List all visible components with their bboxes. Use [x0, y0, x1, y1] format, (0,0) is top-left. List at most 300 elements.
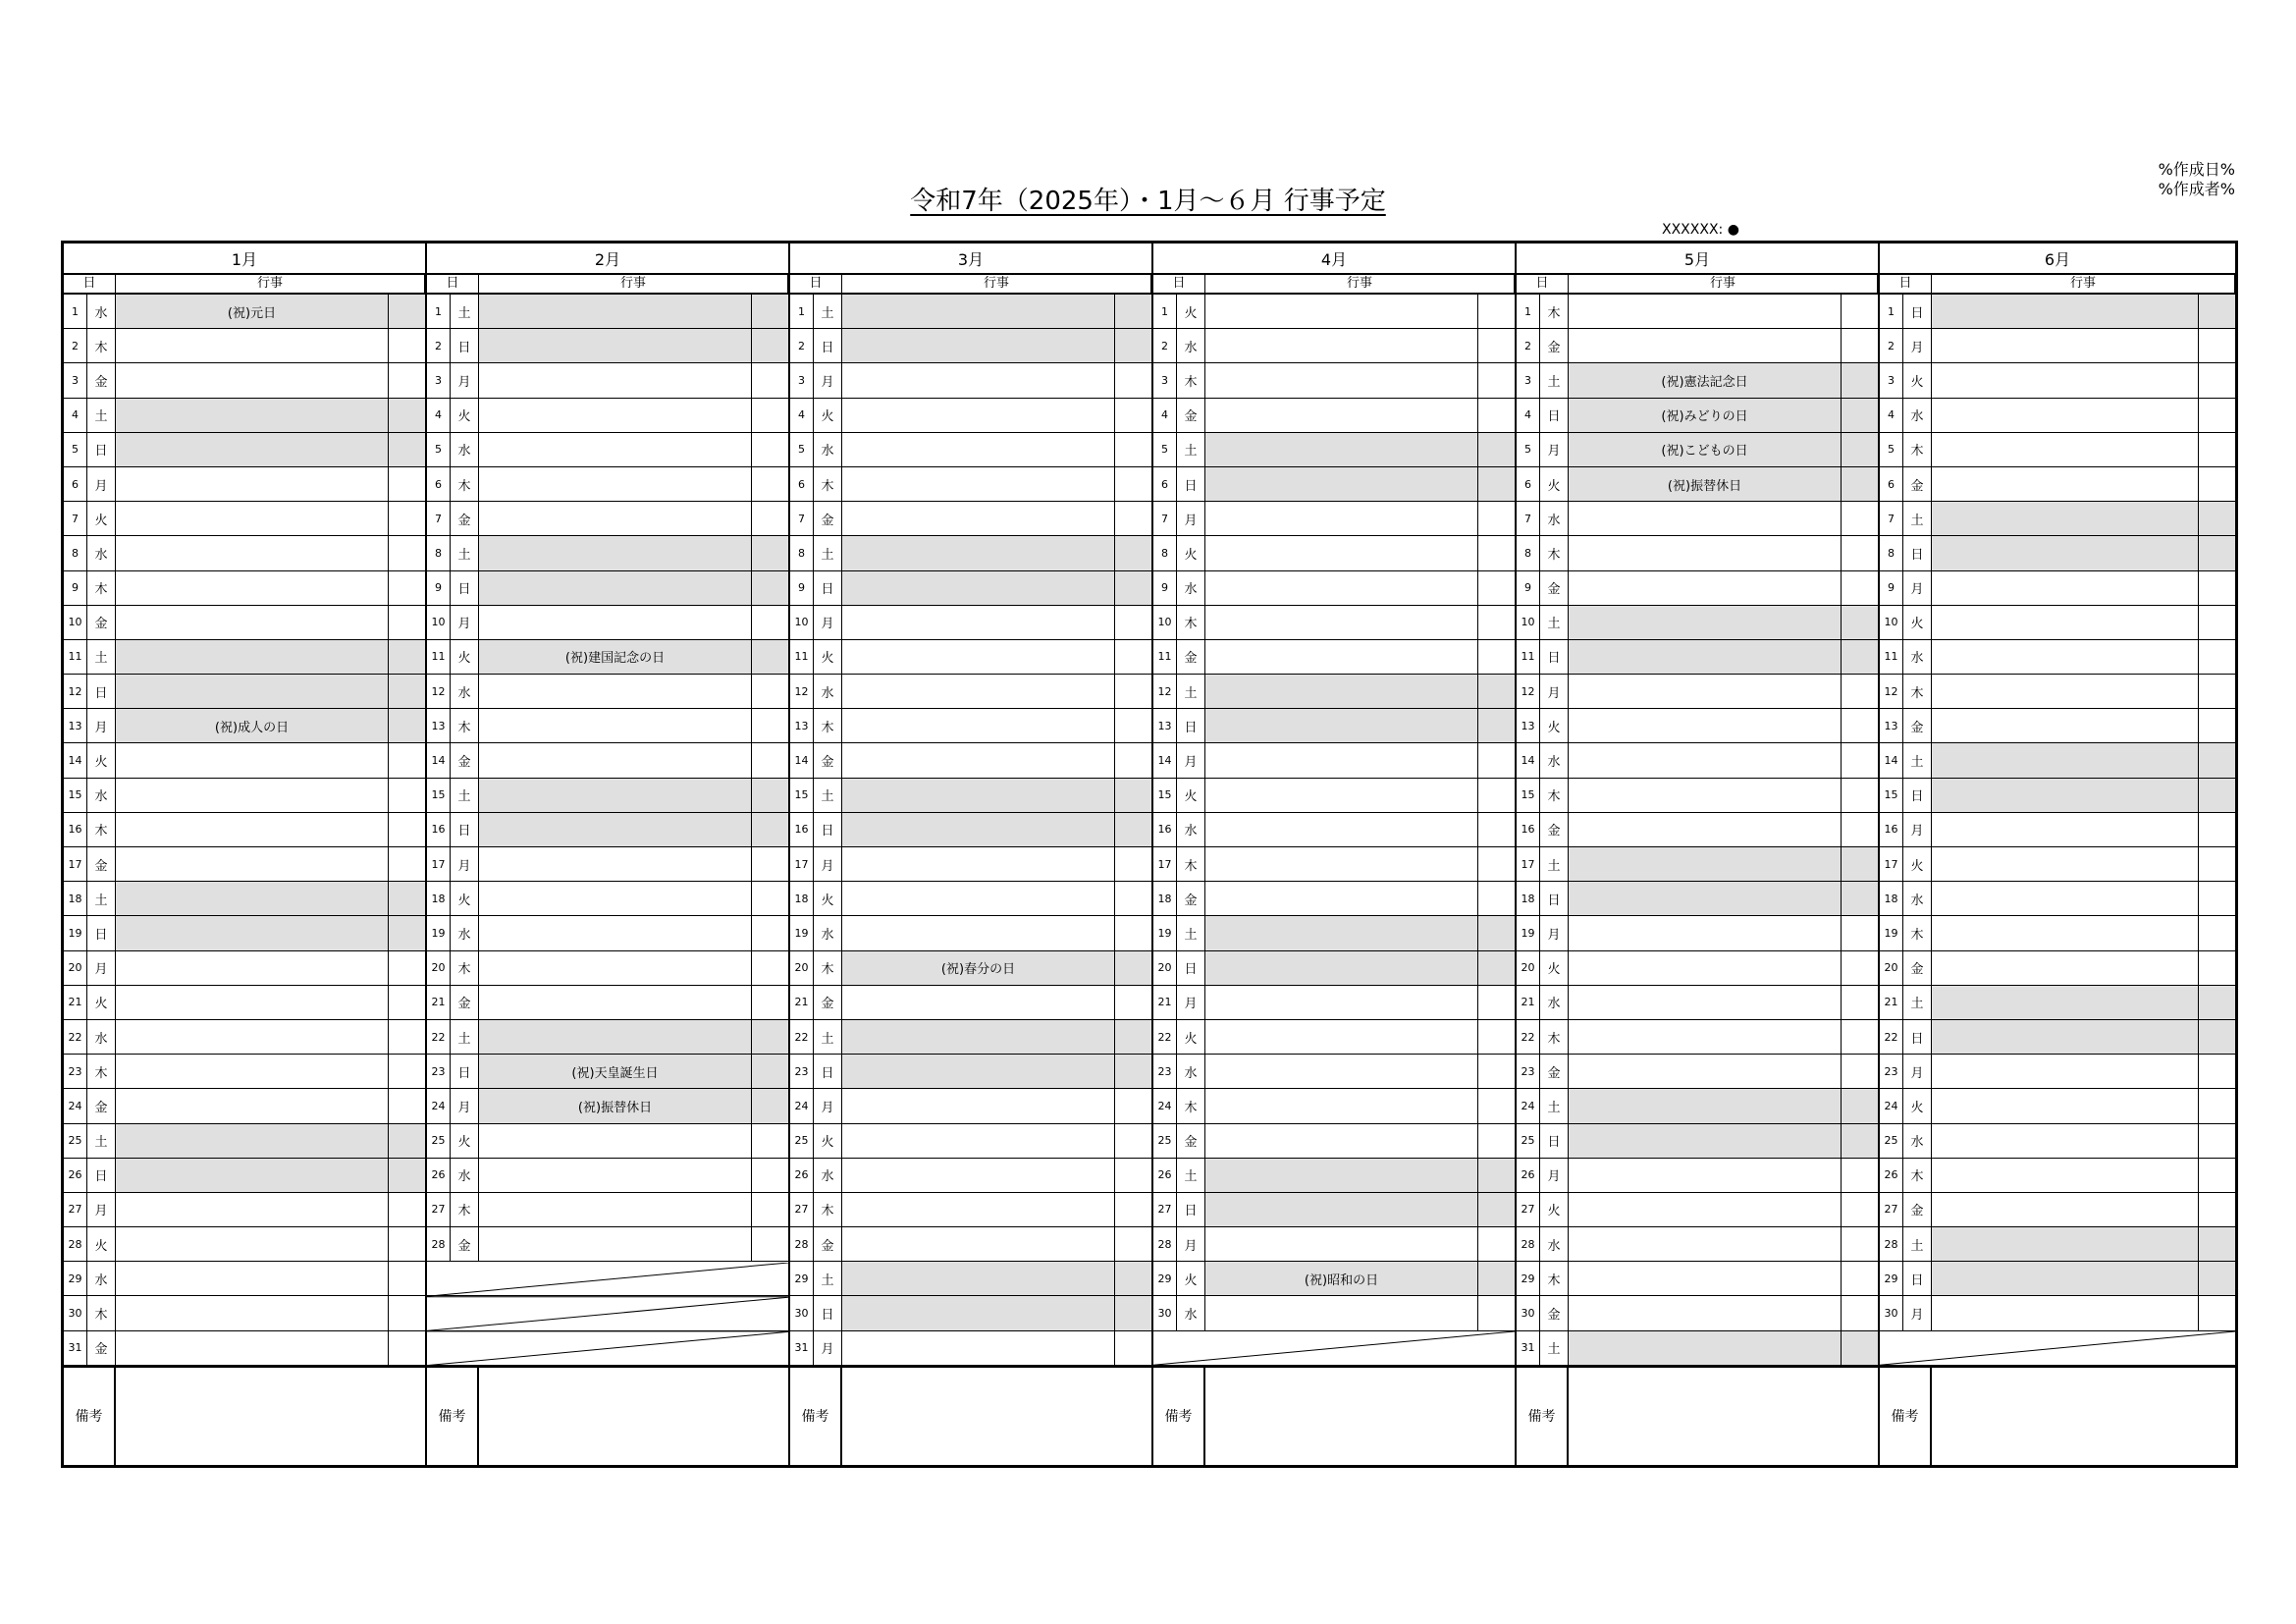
event-cell[interactable] [842, 1089, 1115, 1122]
extra-cell[interactable] [1842, 675, 1878, 708]
event-cell[interactable] [1569, 951, 1842, 985]
extra-cell[interactable] [2199, 1055, 2235, 1088]
event-cell[interactable] [1205, 779, 1478, 812]
event-cell[interactable] [1932, 1089, 2199, 1122]
extra-cell[interactable] [389, 951, 425, 985]
event-cell[interactable]: (祝)みどりの日 [1569, 399, 1842, 432]
extra-cell[interactable] [1115, 502, 1151, 535]
extra-cell[interactable] [1115, 709, 1151, 742]
event-cell[interactable] [479, 536, 752, 569]
event-cell[interactable] [1932, 399, 2199, 432]
event-cell[interactable] [1569, 1262, 1842, 1295]
event-cell[interactable] [1932, 986, 2199, 1019]
event-cell[interactable] [479, 571, 752, 605]
event-cell[interactable] [842, 916, 1115, 949]
event-cell[interactable] [1205, 606, 1478, 639]
event-cell[interactable] [479, 813, 752, 846]
extra-cell[interactable] [1115, 363, 1151, 397]
event-cell[interactable] [1932, 813, 2199, 846]
event-cell[interactable] [1205, 951, 1478, 985]
extra-cell[interactable] [1115, 1124, 1151, 1158]
extra-cell[interactable] [389, 1262, 425, 1295]
extra-cell[interactable] [389, 467, 425, 501]
event-cell[interactable] [479, 1193, 752, 1226]
event-cell[interactable] [1569, 1331, 1842, 1365]
event-cell[interactable] [842, 675, 1115, 708]
event-cell[interactable] [1205, 433, 1478, 466]
extra-cell[interactable] [752, 295, 788, 328]
extra-cell[interactable] [1478, 399, 1515, 432]
event-cell[interactable] [1205, 536, 1478, 569]
event-cell[interactable] [116, 882, 389, 915]
extra-cell[interactable] [389, 399, 425, 432]
extra-cell[interactable] [752, 986, 788, 1019]
extra-cell[interactable] [1478, 363, 1515, 397]
event-cell[interactable] [842, 571, 1115, 605]
extra-cell[interactable] [389, 986, 425, 1019]
event-cell[interactable] [116, 363, 389, 397]
extra-cell[interactable] [2199, 1159, 2235, 1192]
extra-cell[interactable] [389, 916, 425, 949]
event-cell[interactable] [116, 951, 389, 985]
event-cell[interactable] [842, 640, 1115, 674]
event-cell[interactable] [1932, 951, 2199, 985]
event-cell[interactable] [1932, 295, 2199, 328]
extra-cell[interactable] [752, 1193, 788, 1226]
event-cell[interactable] [479, 295, 752, 328]
event-cell[interactable] [842, 882, 1115, 915]
extra-cell[interactable] [1115, 916, 1151, 949]
event-cell[interactable] [116, 743, 389, 777]
event-cell[interactable] [1932, 916, 2199, 949]
extra-cell[interactable] [752, 571, 788, 605]
extra-cell[interactable] [752, 1089, 788, 1122]
extra-cell[interactable] [2199, 363, 2235, 397]
extra-cell[interactable] [389, 779, 425, 812]
event-cell[interactable] [842, 329, 1115, 362]
extra-cell[interactable] [389, 502, 425, 535]
extra-cell[interactable] [752, 467, 788, 501]
event-cell[interactable] [479, 675, 752, 708]
extra-cell[interactable] [1478, 813, 1515, 846]
event-cell[interactable] [1569, 329, 1842, 362]
extra-cell[interactable] [1115, 433, 1151, 466]
extra-cell[interactable] [752, 951, 788, 985]
extra-cell[interactable] [1842, 1262, 1878, 1295]
event-cell[interactable]: (祝)建国記念の日 [479, 640, 752, 674]
extra-cell[interactable] [1478, 847, 1515, 881]
extra-cell[interactable] [1115, 1227, 1151, 1261]
event-cell[interactable] [1932, 1159, 2199, 1192]
event-cell[interactable] [842, 536, 1115, 569]
event-cell[interactable] [842, 743, 1115, 777]
event-cell[interactable] [116, 1296, 389, 1329]
event-cell[interactable] [1569, 743, 1842, 777]
extra-cell[interactable] [1115, 295, 1151, 328]
event-cell[interactable] [1205, 813, 1478, 846]
event-cell[interactable] [842, 295, 1115, 328]
event-cell[interactable] [479, 743, 752, 777]
event-cell[interactable] [116, 1159, 389, 1192]
event-cell[interactable]: (祝)元日 [116, 295, 389, 328]
extra-cell[interactable] [1842, 1159, 1878, 1192]
event-cell[interactable] [842, 813, 1115, 846]
extra-cell[interactable] [2199, 467, 2235, 501]
event-cell[interactable] [1205, 1124, 1478, 1158]
extra-cell[interactable] [1478, 1159, 1515, 1192]
event-cell[interactable] [1932, 1227, 2199, 1261]
event-cell[interactable] [1932, 536, 2199, 569]
extra-cell[interactable] [389, 743, 425, 777]
event-cell[interactable] [1205, 986, 1478, 1019]
event-cell[interactable] [116, 1124, 389, 1158]
event-cell[interactable] [479, 433, 752, 466]
event-cell[interactable] [842, 1262, 1115, 1295]
extra-cell[interactable] [1842, 606, 1878, 639]
event-cell[interactable] [479, 606, 752, 639]
event-cell[interactable] [1569, 571, 1842, 605]
extra-cell[interactable] [752, 536, 788, 569]
extra-cell[interactable] [389, 295, 425, 328]
event-cell[interactable] [1205, 675, 1478, 708]
event-cell[interactable] [1569, 882, 1842, 915]
extra-cell[interactable] [1842, 1089, 1878, 1122]
extra-cell[interactable] [1115, 847, 1151, 881]
event-cell[interactable] [1932, 779, 2199, 812]
extra-cell[interactable] [1478, 1055, 1515, 1088]
extra-cell[interactable] [389, 571, 425, 605]
extra-cell[interactable] [2199, 329, 2235, 362]
extra-cell[interactable] [1842, 502, 1878, 535]
extra-cell[interactable] [389, 536, 425, 569]
extra-cell[interactable] [2199, 1089, 2235, 1122]
extra-cell[interactable] [752, 1055, 788, 1088]
extra-cell[interactable] [1842, 882, 1878, 915]
event-cell[interactable] [116, 399, 389, 432]
event-cell[interactable]: (祝)憲法記念日 [1569, 363, 1842, 397]
extra-cell[interactable] [1842, 399, 1878, 432]
notes-field[interactable] [1205, 1368, 1515, 1465]
extra-cell[interactable] [1478, 1193, 1515, 1226]
extra-cell[interactable] [389, 1089, 425, 1122]
extra-cell[interactable] [1478, 295, 1515, 328]
extra-cell[interactable] [1115, 1262, 1151, 1295]
extra-cell[interactable] [1115, 536, 1151, 569]
extra-cell[interactable] [1478, 882, 1515, 915]
event-cell[interactable] [116, 675, 389, 708]
event-cell[interactable] [479, 779, 752, 812]
extra-cell[interactable] [1115, 986, 1151, 1019]
event-cell[interactable] [1205, 329, 1478, 362]
event-cell[interactable]: (祝)成人の日 [116, 709, 389, 742]
extra-cell[interactable] [1115, 1020, 1151, 1054]
event-cell[interactable] [1569, 640, 1842, 674]
extra-cell[interactable] [1842, 571, 1878, 605]
extra-cell[interactable] [2199, 1227, 2235, 1261]
extra-cell[interactable] [1478, 1296, 1515, 1329]
extra-cell[interactable] [1478, 1020, 1515, 1054]
extra-cell[interactable] [1115, 779, 1151, 812]
extra-cell[interactable] [2199, 433, 2235, 466]
extra-cell[interactable] [1478, 1262, 1515, 1295]
extra-cell[interactable] [1842, 433, 1878, 466]
extra-cell[interactable] [1115, 882, 1151, 915]
extra-cell[interactable] [2199, 813, 2235, 846]
extra-cell[interactable] [1478, 986, 1515, 1019]
extra-cell[interactable] [389, 640, 425, 674]
extra-cell[interactable] [752, 1124, 788, 1158]
event-cell[interactable] [842, 1020, 1115, 1054]
extra-cell[interactable] [1478, 329, 1515, 362]
event-cell[interactable] [116, 1020, 389, 1054]
extra-cell[interactable] [389, 1124, 425, 1158]
extra-cell[interactable] [1842, 813, 1878, 846]
event-cell[interactable] [116, 1089, 389, 1122]
event-cell[interactable] [1205, 399, 1478, 432]
event-cell[interactable] [1569, 847, 1842, 881]
event-cell[interactable] [479, 709, 752, 742]
extra-cell[interactable] [1115, 606, 1151, 639]
event-cell[interactable] [116, 640, 389, 674]
extra-cell[interactable] [389, 1055, 425, 1088]
extra-cell[interactable] [1478, 675, 1515, 708]
event-cell[interactable] [116, 1193, 389, 1226]
extra-cell[interactable] [1842, 1055, 1878, 1088]
event-cell[interactable] [116, 571, 389, 605]
notes-field[interactable] [479, 1368, 788, 1465]
event-cell[interactable] [1569, 675, 1842, 708]
event-cell[interactable] [479, 1020, 752, 1054]
extra-cell[interactable] [1115, 743, 1151, 777]
extra-cell[interactable] [2199, 295, 2235, 328]
event-cell[interactable] [1205, 640, 1478, 674]
event-cell[interactable] [479, 951, 752, 985]
extra-cell[interactable] [752, 847, 788, 881]
extra-cell[interactable] [389, 1331, 425, 1365]
extra-cell[interactable] [752, 1159, 788, 1192]
extra-cell[interactable] [752, 1020, 788, 1054]
extra-cell[interactable] [1478, 640, 1515, 674]
event-cell[interactable] [1932, 640, 2199, 674]
event-cell[interactable] [116, 916, 389, 949]
event-cell[interactable] [116, 1331, 389, 1365]
extra-cell[interactable] [1842, 1331, 1878, 1365]
extra-cell[interactable] [752, 675, 788, 708]
extra-cell[interactable] [2199, 640, 2235, 674]
event-cell[interactable] [1932, 433, 2199, 466]
event-cell[interactable] [116, 502, 389, 535]
event-cell[interactable] [479, 502, 752, 535]
extra-cell[interactable] [752, 709, 788, 742]
extra-cell[interactable] [752, 502, 788, 535]
extra-cell[interactable] [389, 1193, 425, 1226]
extra-cell[interactable] [1478, 536, 1515, 569]
event-cell[interactable] [1932, 709, 2199, 742]
extra-cell[interactable] [752, 916, 788, 949]
extra-cell[interactable] [1478, 606, 1515, 639]
event-cell[interactable] [842, 467, 1115, 501]
extra-cell[interactable] [2199, 847, 2235, 881]
event-cell[interactable] [1932, 743, 2199, 777]
event-cell[interactable] [1932, 363, 2199, 397]
event-cell[interactable] [1569, 502, 1842, 535]
extra-cell[interactable] [2199, 743, 2235, 777]
event-cell[interactable] [842, 779, 1115, 812]
extra-cell[interactable] [1478, 571, 1515, 605]
extra-cell[interactable] [2199, 1020, 2235, 1054]
extra-cell[interactable] [1115, 813, 1151, 846]
extra-cell[interactable] [2199, 709, 2235, 742]
event-cell[interactable] [1205, 743, 1478, 777]
event-cell[interactable] [479, 363, 752, 397]
extra-cell[interactable] [389, 709, 425, 742]
extra-cell[interactable] [1478, 709, 1515, 742]
extra-cell[interactable] [1842, 329, 1878, 362]
extra-cell[interactable] [1478, 951, 1515, 985]
event-cell[interactable] [479, 467, 752, 501]
extra-cell[interactable] [1842, 986, 1878, 1019]
event-cell[interactable] [1205, 1020, 1478, 1054]
event-cell[interactable] [116, 847, 389, 881]
event-cell[interactable] [479, 1159, 752, 1192]
event-cell[interactable]: (祝)振替休日 [1569, 467, 1842, 501]
event-cell[interactable] [1932, 1193, 2199, 1226]
event-cell[interactable] [1205, 571, 1478, 605]
extra-cell[interactable] [2199, 399, 2235, 432]
event-cell[interactable] [1569, 606, 1842, 639]
notes-field[interactable] [116, 1368, 425, 1465]
extra-cell[interactable] [1842, 709, 1878, 742]
extra-cell[interactable] [752, 399, 788, 432]
event-cell[interactable] [842, 399, 1115, 432]
extra-cell[interactable] [1115, 640, 1151, 674]
event-cell[interactable] [1205, 916, 1478, 949]
extra-cell[interactable] [752, 813, 788, 846]
event-cell[interactable] [479, 847, 752, 881]
extra-cell[interactable] [1115, 399, 1151, 432]
event-cell[interactable] [116, 606, 389, 639]
extra-cell[interactable] [1478, 779, 1515, 812]
extra-cell[interactable] [2199, 675, 2235, 708]
event-cell[interactable] [1932, 329, 2199, 362]
extra-cell[interactable] [1115, 1331, 1151, 1365]
event-cell[interactable] [1205, 1159, 1478, 1192]
notes-field[interactable] [842, 1368, 1151, 1465]
extra-cell[interactable] [752, 1227, 788, 1261]
extra-cell[interactable] [389, 1296, 425, 1329]
extra-cell[interactable] [389, 433, 425, 466]
event-cell[interactable] [479, 986, 752, 1019]
extra-cell[interactable] [1842, 536, 1878, 569]
extra-cell[interactable] [1842, 1227, 1878, 1261]
event-cell[interactable]: (祝)こどもの日 [1569, 433, 1842, 466]
extra-cell[interactable] [2199, 882, 2235, 915]
extra-cell[interactable] [1842, 363, 1878, 397]
event-cell[interactable] [1569, 1296, 1842, 1329]
extra-cell[interactable] [1478, 916, 1515, 949]
extra-cell[interactable] [752, 363, 788, 397]
event-cell[interactable] [1932, 1124, 2199, 1158]
event-cell[interactable] [1569, 1159, 1842, 1192]
extra-cell[interactable] [1842, 847, 1878, 881]
event-cell[interactable] [479, 1227, 752, 1261]
extra-cell[interactable] [1842, 467, 1878, 501]
extra-cell[interactable] [1115, 1055, 1151, 1088]
extra-cell[interactable] [752, 779, 788, 812]
extra-cell[interactable] [2199, 1193, 2235, 1226]
event-cell[interactable]: (祝)振替休日 [479, 1089, 752, 1122]
extra-cell[interactable] [1478, 1124, 1515, 1158]
event-cell[interactable] [1205, 1296, 1478, 1329]
event-cell[interactable] [1569, 1020, 1842, 1054]
extra-cell[interactable] [1478, 502, 1515, 535]
event-cell[interactable] [1932, 606, 2199, 639]
event-cell[interactable] [1205, 709, 1478, 742]
event-cell[interactable] [479, 329, 752, 362]
extra-cell[interactable] [2199, 536, 2235, 569]
extra-cell[interactable] [2199, 1262, 2235, 1295]
event-cell[interactable] [1205, 882, 1478, 915]
extra-cell[interactable] [2199, 1296, 2235, 1329]
event-cell[interactable] [116, 433, 389, 466]
event-cell[interactable] [1932, 1262, 2199, 1295]
event-cell[interactable] [1205, 502, 1478, 535]
event-cell[interactable] [1569, 1193, 1842, 1226]
extra-cell[interactable] [1115, 1193, 1151, 1226]
extra-cell[interactable] [2199, 986, 2235, 1019]
event-cell[interactable] [116, 467, 389, 501]
event-cell[interactable] [479, 916, 752, 949]
event-cell[interactable] [1569, 709, 1842, 742]
event-cell[interactable] [116, 986, 389, 1019]
notes-field[interactable] [1569, 1368, 1878, 1465]
extra-cell[interactable] [1115, 571, 1151, 605]
extra-cell[interactable] [2199, 571, 2235, 605]
event-cell[interactable] [116, 813, 389, 846]
event-cell[interactable] [116, 1262, 389, 1295]
extra-cell[interactable] [1478, 743, 1515, 777]
event-cell[interactable] [479, 882, 752, 915]
event-cell[interactable] [842, 363, 1115, 397]
event-cell[interactable] [1569, 536, 1842, 569]
event-cell[interactable] [1205, 295, 1478, 328]
event-cell[interactable] [1932, 882, 2199, 915]
extra-cell[interactable] [1478, 467, 1515, 501]
event-cell[interactable] [1569, 295, 1842, 328]
extra-cell[interactable] [1842, 951, 1878, 985]
extra-cell[interactable] [752, 606, 788, 639]
event-cell[interactable]: (祝)天皇誕生日 [479, 1055, 752, 1088]
extra-cell[interactable] [1842, 1020, 1878, 1054]
event-cell[interactable] [479, 1124, 752, 1158]
extra-cell[interactable] [389, 1227, 425, 1261]
event-cell[interactable] [1569, 1089, 1842, 1122]
event-cell[interactable] [1569, 1055, 1842, 1088]
event-cell[interactable] [1932, 675, 2199, 708]
extra-cell[interactable] [389, 813, 425, 846]
event-cell[interactable] [1569, 986, 1842, 1019]
event-cell[interactable] [1569, 779, 1842, 812]
extra-cell[interactable] [1842, 295, 1878, 328]
event-cell[interactable] [842, 1159, 1115, 1192]
notes-field[interactable] [1932, 1368, 2235, 1465]
extra-cell[interactable] [1842, 1193, 1878, 1226]
event-cell[interactable] [1932, 847, 2199, 881]
event-cell[interactable] [116, 779, 389, 812]
event-cell[interactable] [842, 1296, 1115, 1329]
event-cell[interactable] [1932, 1020, 2199, 1054]
extra-cell[interactable] [1115, 1089, 1151, 1122]
